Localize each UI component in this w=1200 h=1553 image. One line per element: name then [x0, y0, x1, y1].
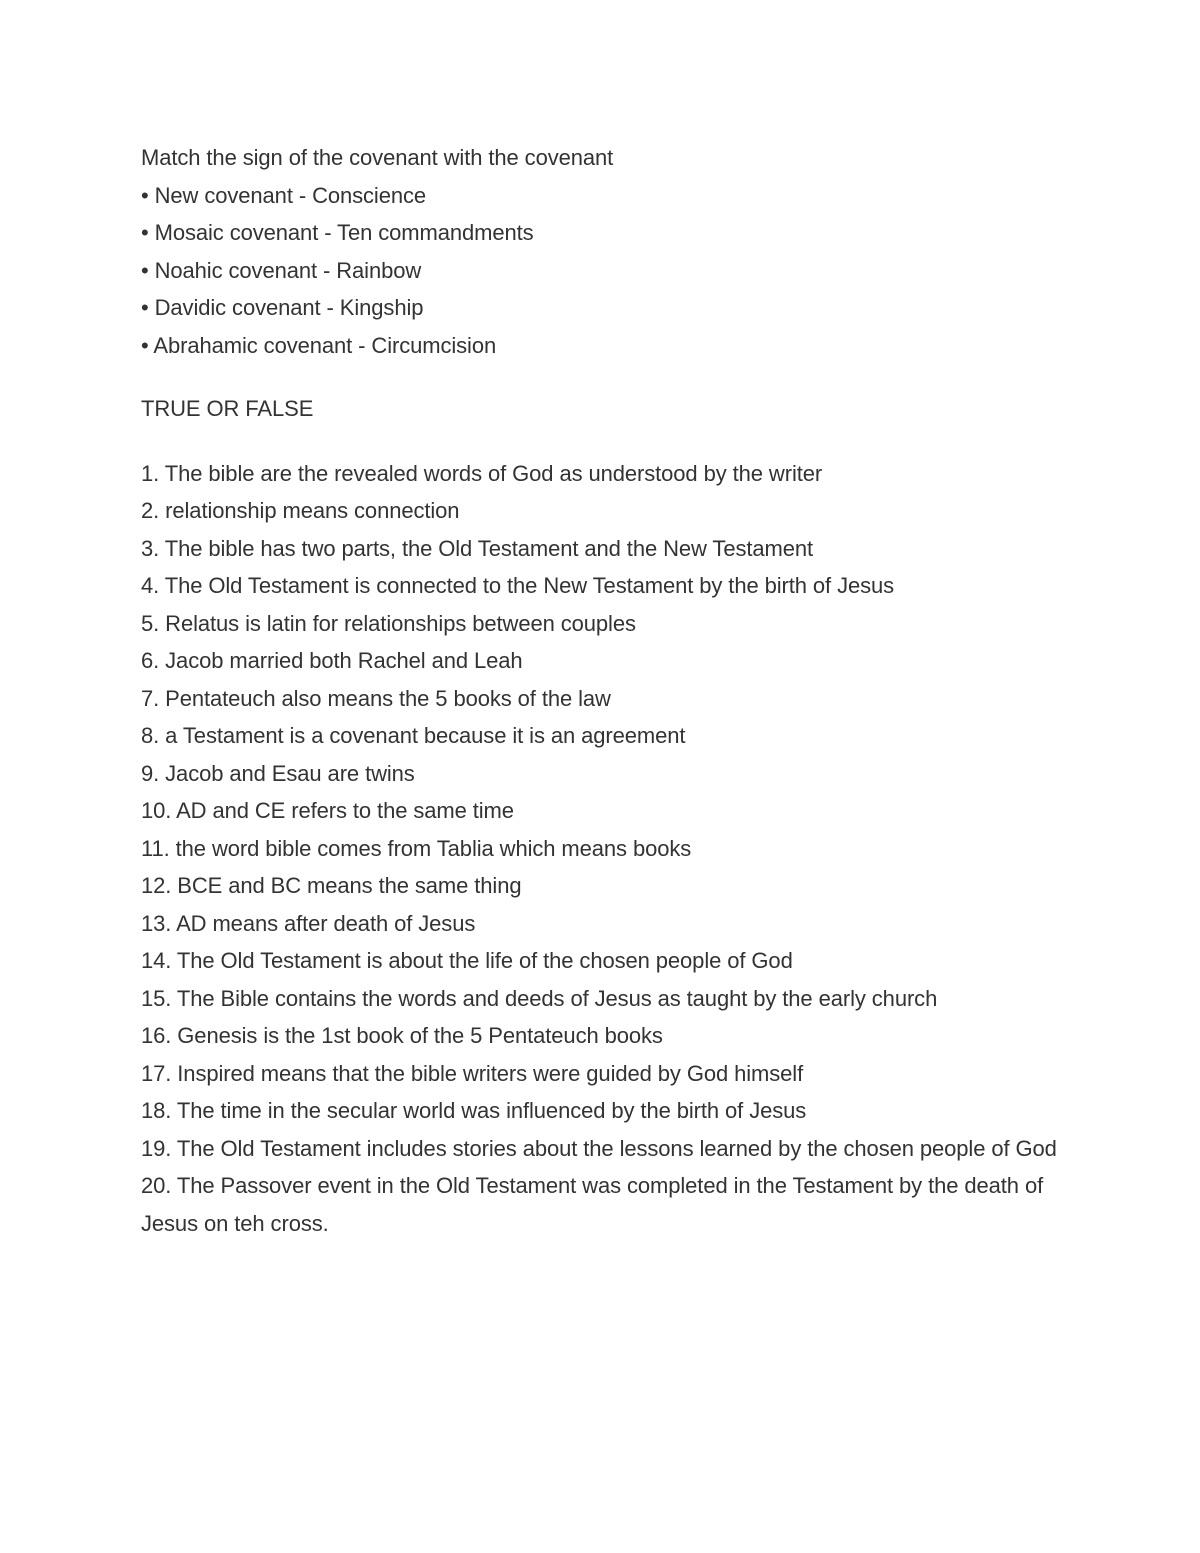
matching-item: • Davidic covenant - Kingship — [141, 295, 424, 320]
matching-heading: Match the sign of the covenant with the covenant — [141, 145, 614, 170]
true-false-item: 3. The bible has two parts, the Old Testament and the New Testament — [141, 535, 814, 561]
true-false-heading: TRUE OR FALSE — [141, 396, 314, 421]
true-false-item: 13. AD means after death of Jesus — [141, 910, 476, 936]
true-false-item: 17. Inspired means that the bible writers were guided by God himself — [141, 1060, 804, 1086]
section-spacer — [141, 364, 1081, 390]
true-false-item: 8. a Testament is a covenant because it is an agreement — [141, 723, 686, 748]
true-false-item: 2. relationship means connection — [141, 498, 460, 523]
true-false-item: 14. The Old Testament is about the life of the chosen people of God — [141, 948, 793, 973]
matching-item: • Mosaic covenant - Ten commandments — [141, 220, 534, 245]
document-body — [141, 139, 1081, 1242]
matching-item: • New covenant - Conscience — [141, 182, 427, 208]
true-false-item: 7. Pentateuch also means the 5 books of the law — [141, 685, 611, 711]
true-false-item: 5. Relatus is latin for relationships between couples — [141, 610, 636, 636]
true-false-item: 10. AD and CE refers to the same time — [141, 798, 514, 823]
section-spacer — [141, 428, 1081, 455]
true-false-item: 12. BCE and BC means the same thing — [141, 873, 522, 898]
matching-item: • Abrahamic covenant - Circumcision — [141, 332, 497, 358]
true-false-item: 20. The Passover event in the Old Testament was completed in the Testament by the death of Jesus on teh cross. — [141, 1173, 1044, 1236]
true-false-item: 9. Jacob and Esau are twins — [141, 760, 415, 786]
true-false-item: 15. The Bible contains the words and deeds of Jesus as taught by the early church — [141, 985, 938, 1011]
true-false-item: 18. The time in the secular world was influenced by the birth of Jesus — [141, 1098, 807, 1123]
matching-item: • Noahic covenant - Rainbow — [141, 257, 422, 283]
true-false-item: 4. The Old Testament is connected to the New Testament by the birth of Jesus — [141, 573, 895, 598]
true-false-item: 16. Genesis is the 1st book of the 5 Pentateuch books — [141, 1023, 663, 1048]
true-false-item: 6. Jacob married both Rachel and Leah — [141, 648, 523, 673]
true-false-item: 11. the word bible comes from Tablia which means books — [141, 835, 692, 861]
true-false-item: 19. The Old Testament includes stories about the lessons learned by the chosen people of God — [141, 1135, 1057, 1161]
true-false-item: 1. The bible are the revealed words of God as understood by the writer — [141, 460, 823, 486]
